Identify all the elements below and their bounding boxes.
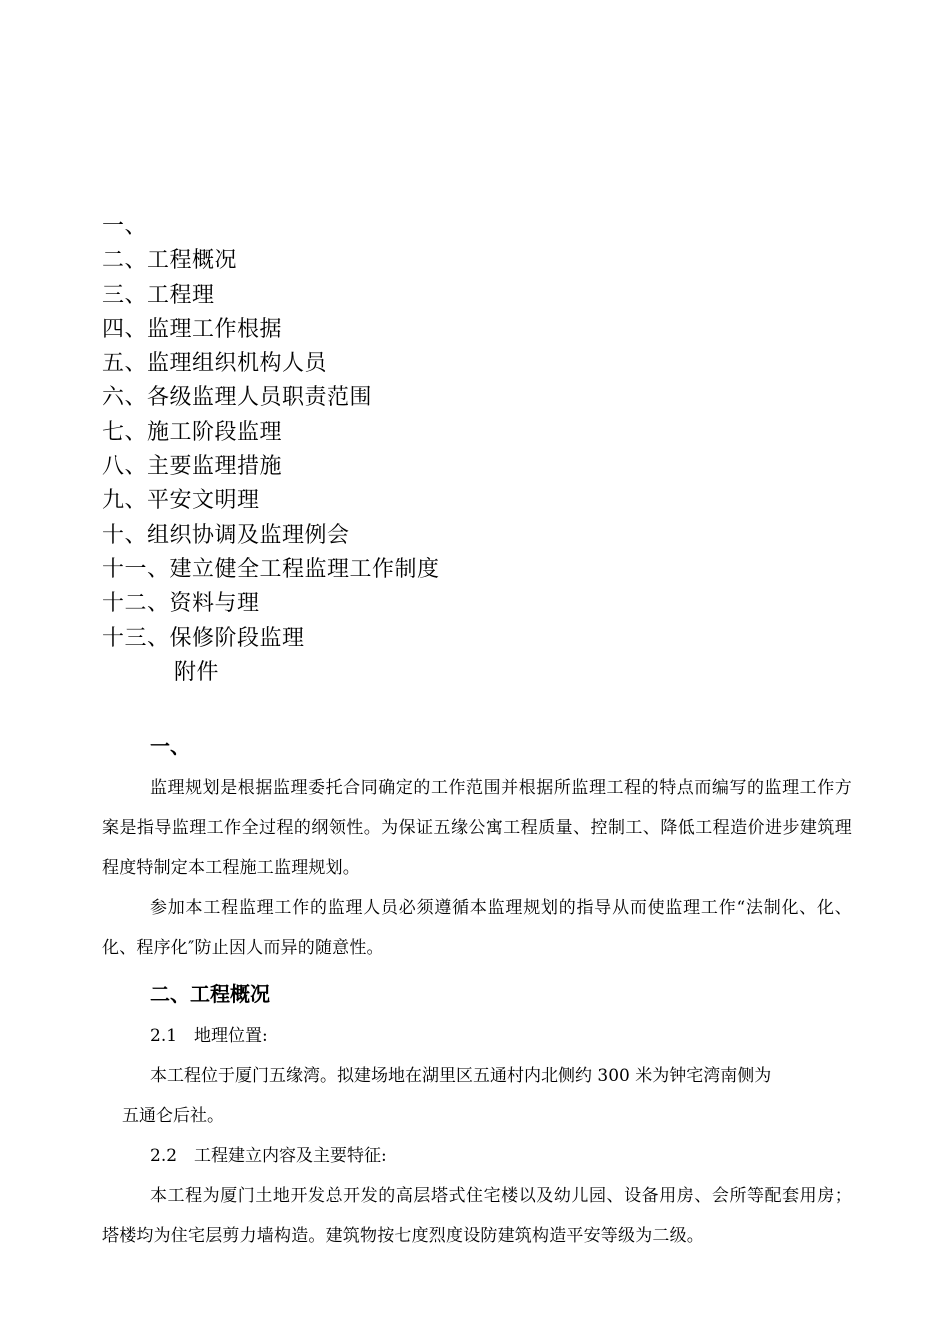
toc-item: 十一、建立健全工程监理工作制度 [102,556,440,582]
paragraph: 监理规划是根据监理委托合同确定的工作范围并根据所监理工程的特点而编写的监理工作方案是指导监理工作全过程的纲领性。为保证五缘公寓工程质量、控制工、降低工程造价进步建筑理程度特制定本工程施工监理规划。 [102,778,852,878]
paragraph-continuation: 五通仑后社。 [122,1106,224,1126]
toc-item: 十三、保修阶段监理 [102,625,305,651]
paragraph: 本工程位于厦门五缘湾。拟建场地在湖里区五通村内北侧约 300 米为钟宅湾南侧为 [150,1066,772,1086]
toc-item: 十二、资料与理 [102,591,260,617]
subsection-title: 2.1 地理位置: [150,1026,268,1046]
toc-item: 四、监理工作根据 [102,316,283,342]
toc-item: 三、工程理 [102,282,215,308]
section-heading: 一、 [150,734,190,758]
toc-item: 一、 [102,214,148,239]
toc-item: 十、组织协调及监理例会 [102,522,350,548]
toc-item: 二、工程概况 [102,248,238,274]
toc-item: 七、施工阶段监理 [102,419,283,445]
table-of-contents [102,210,802,690]
toc-item: 六、各级监理人员职责范围 [102,385,373,411]
paragraph: 本工程为厦门土地开发总开发的高层塔式住宅楼以及幼儿园、设备用房、会所等配套用房；塔楼均为住宅层剪力墙构造。建筑物按七度烈度设防建筑构造平安等级为二级。 [102,1186,852,1246]
section-heading: 二、工程概况 [150,982,270,1006]
paragraph: 参加本工程监理工作的监理人员必须遵循本监理规划的指导从而使监理工作“法制化、化、化、程序化″防止因人而异的随意性。 [102,898,852,958]
toc-item: 五、监理组织机构人员 [102,351,328,377]
subsection-title: 2.2 工程建立内容及主要特征: [150,1146,387,1166]
toc-item: 八、主要监理措施 [102,454,283,480]
document-body [102,728,852,1256]
toc-item: 九、平安文明理 [102,488,260,514]
toc-item-appendix: 附件 [174,659,220,685]
